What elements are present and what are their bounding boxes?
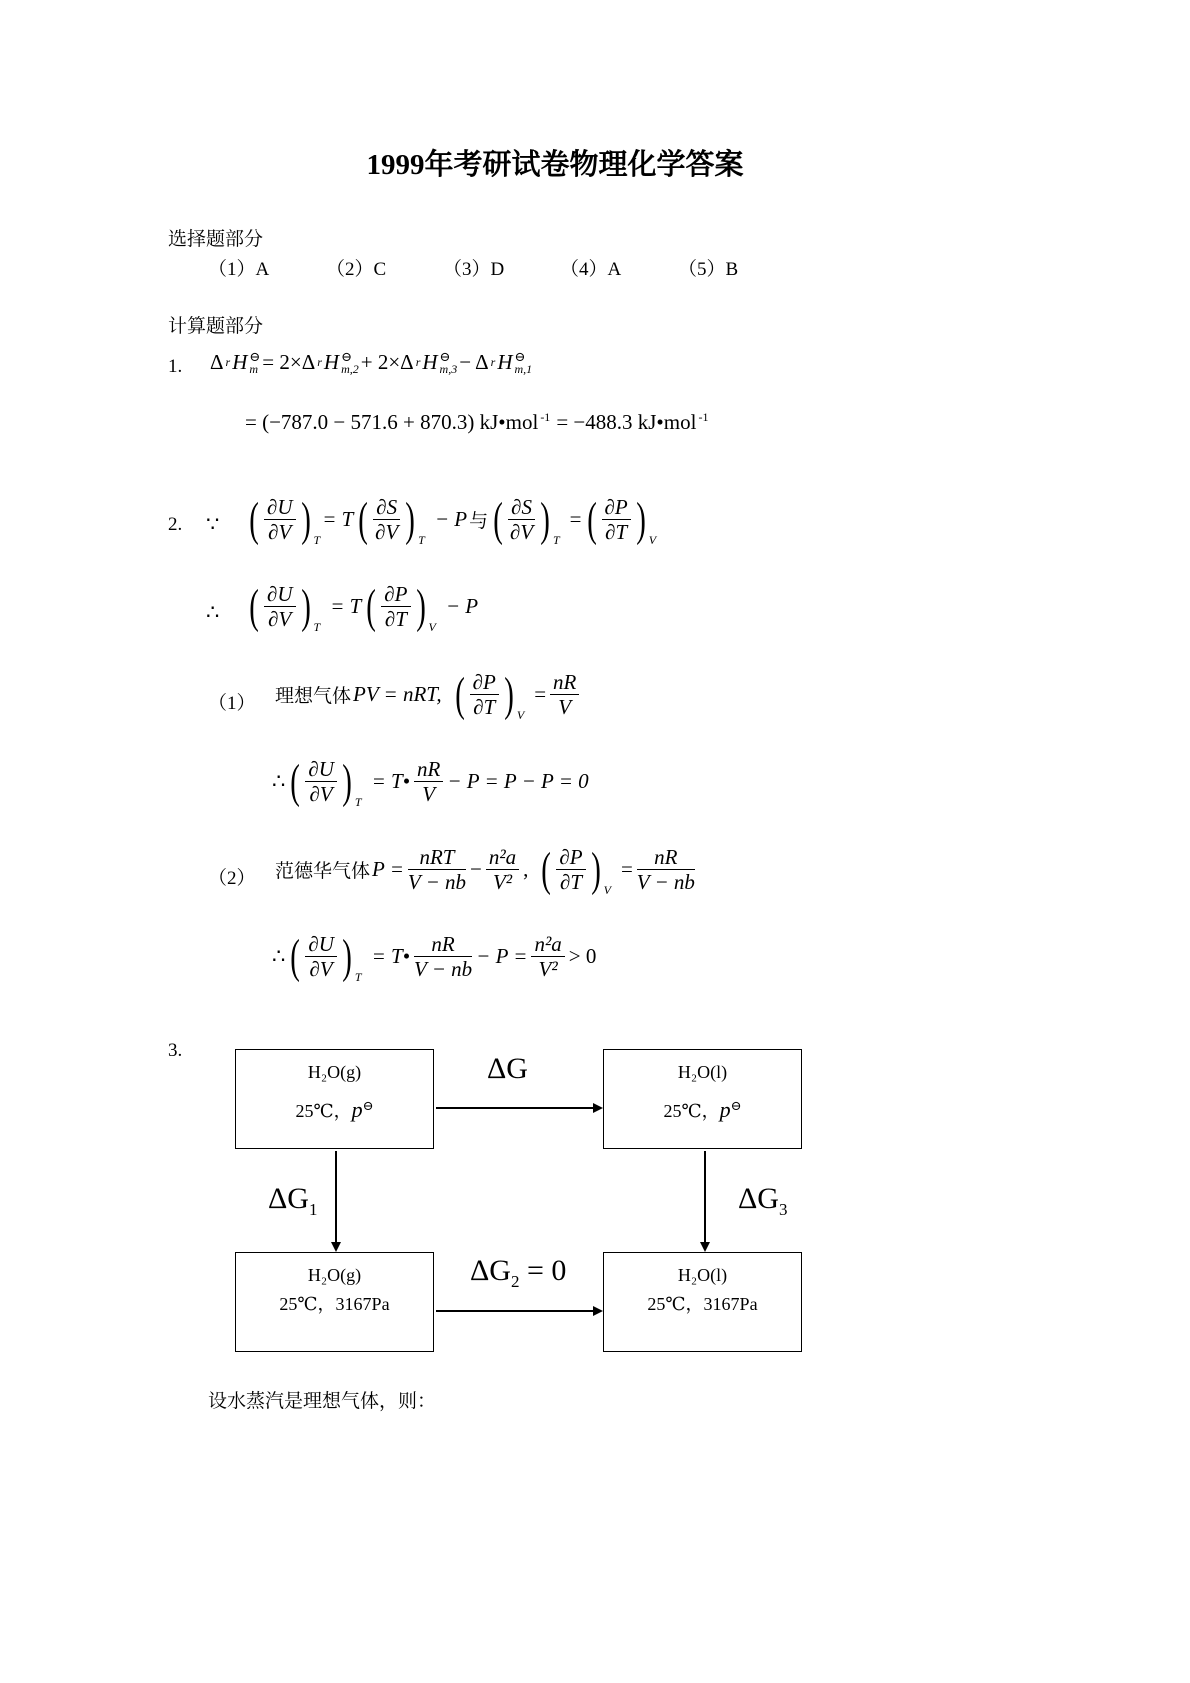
- eq-token: = T•: [371, 769, 411, 794]
- q1-equation-line1: [210, 350, 532, 375]
- standard-state-symbol: ⊖: [439, 349, 451, 364]
- eq-token: 与: [469, 511, 489, 533]
- state-box-gas-3167pa: [235, 1252, 434, 1352]
- part1-label: （1）: [208, 693, 256, 714]
- therefore-symbol: ∴: [272, 769, 286, 794]
- fraction: $\frac{nR}{V}$: [550, 670, 579, 719]
- therefore-symbol: ∴: [206, 600, 220, 624]
- eq-token: > 0: [568, 944, 597, 969]
- fraction: $\frac{\text{nRT}}{V - nb}$: [407, 845, 467, 895]
- fraction: $\frac{\text{n²a}}{\text{V²}}$: [531, 932, 564, 981]
- state-species: H₂O(l): [677, 1265, 728, 1285]
- partial-derivative: ( $\frac{\partial P}{\partial T}$ ) V: [366, 579, 436, 635]
- choice-heading: 选择题部分: [168, 229, 264, 250]
- state-conditions: 25℃，3167Pa: [279, 1294, 390, 1314]
- standard-state-symbol: ⊖: [514, 349, 526, 364]
- arrow-head-icon: [700, 1242, 710, 1252]
- q3-number: 3.: [168, 1040, 183, 1061]
- eq-token: ,: [523, 857, 529, 882]
- delta-g2-label: $\Delta G_2 = 0$: [470, 1254, 567, 1291]
- part2-equation: [275, 842, 697, 898]
- answer-2: （2）C: [326, 259, 387, 280]
- fraction: $\frac{nR}{V}$: [414, 757, 443, 806]
- arrow-top: [436, 1107, 594, 1109]
- eq-token: − P: [445, 594, 479, 619]
- partial-derivative: ( $\frac{\partial U}{\partial V}$ ) T: [249, 579, 321, 635]
- eq-token: r: [415, 355, 421, 369]
- eq-token: = 2×Δ: [262, 350, 316, 374]
- partial-derivative: ( $\frac{\partial U}{\partial V}$ ) T: [290, 929, 362, 985]
- calc-heading: 计算题部分: [168, 316, 264, 337]
- partial-derivative: ( $\frac{\partial U}{\partial V}$ ) T: [290, 754, 362, 810]
- arrow-left: [335, 1151, 337, 1242]
- eq-token: -1: [698, 410, 709, 424]
- state-box-gas-standard: [235, 1049, 434, 1149]
- eq-token: = T•: [371, 944, 411, 969]
- fraction: $\frac{nR}{V - nb}$: [636, 845, 695, 895]
- part2-result: [272, 929, 597, 985]
- state-conditions: 25℃，p⊖: [295, 1097, 374, 1122]
- eq-token: Δ: [210, 350, 224, 374]
- eq-token: m,2: [341, 362, 359, 376]
- state-species: H₂O(g): [307, 1265, 362, 1285]
- part1-equation: [275, 667, 581, 723]
- partial-derivative: ( $\frac{\partial P}{\partial T}$ ) V: [454, 667, 525, 723]
- delta-g1-label: $\Delta G_1$: [268, 1182, 318, 1219]
- eq-token: H: [323, 350, 340, 374]
- eq-token: m,1: [514, 362, 533, 376]
- delta-g-label: ΔG: [487, 1052, 528, 1085]
- eq-token: H: [422, 350, 438, 374]
- standard-state-symbol: ⊖: [249, 349, 261, 364]
- eq-token: − P =: [476, 944, 528, 969]
- eq-token: H: [232, 350, 248, 374]
- eq-token: r: [317, 355, 322, 369]
- q2-equation-line2: [246, 579, 479, 635]
- eq-token: m: [249, 362, 259, 376]
- answer-4: （4）A: [560, 259, 622, 280]
- state-conditions: 25℃，3167Pa: [647, 1294, 758, 1314]
- eq-token: =: [534, 682, 547, 707]
- eq-token: -1: [540, 410, 551, 424]
- partial-derivative: ( $\frac{\partial S}{\partial V}$ ) T: [358, 492, 425, 548]
- arrow-head-icon: [593, 1103, 603, 1113]
- eq-token: PV = nRT,: [353, 682, 442, 707]
- q1-equation-line2: [245, 410, 708, 435]
- eq-token: = T: [322, 507, 354, 532]
- partial-derivative: ( $\frac{\partial P}{\partial T}$ ) V: [541, 842, 611, 898]
- eq-token: m,3: [439, 362, 458, 376]
- state-box-liquid-3167pa: [603, 1252, 802, 1352]
- page-title: 1999年考研试卷物理化学答案: [366, 149, 744, 181]
- eq-token: + 2×Δ: [360, 350, 414, 374]
- fraction: $\frac{nR}{V - nb}$: [414, 932, 473, 982]
- eq-token: 范德华气体: [275, 861, 371, 883]
- eq-token: 理想气体: [275, 686, 352, 708]
- state-species: H₂O(g): [307, 1062, 362, 1082]
- eq-token: −: [470, 857, 482, 882]
- eq-token: r: [225, 355, 231, 369]
- state-box-liquid-standard: [603, 1049, 802, 1149]
- q1-number: 1.: [168, 356, 183, 377]
- eq-token: = −488.3 kJ•mol: [556, 410, 697, 434]
- q3-footer-text: 设水蒸汽是理想气体，则：: [208, 1391, 437, 1412]
- q2-equation-line1: [246, 492, 657, 548]
- partial-derivative: ( $\frac{\partial S}{\partial V}$ ) T: [493, 492, 560, 548]
- eq-token: P =: [372, 857, 404, 882]
- fraction: $\frac{\text{n²a}}{\text{V²}}$: [486, 845, 519, 894]
- eq-token: =: [569, 507, 582, 532]
- partial-derivative: ( $\frac{\partial P}{\partial T}$ ) V: [586, 492, 657, 548]
- standard-state-symbol: ⊖: [341, 349, 352, 364]
- eq-token: − Δ: [459, 350, 489, 374]
- eq-token: = (−787.0 − 571.6 + 870.3) kJ•mol: [245, 410, 539, 434]
- arrow-head-icon: [593, 1306, 603, 1316]
- because-symbol: ∵: [206, 512, 220, 536]
- answer-5: （5）B: [678, 259, 739, 280]
- arrow-right: [704, 1151, 706, 1242]
- therefore-symbol: ∴: [272, 944, 286, 969]
- eq-token: = T: [330, 594, 362, 619]
- partial-derivative: ( $\frac{\partial U}{\partial V}$ ) T: [249, 492, 321, 548]
- eq-token: − P = P − P = 0: [447, 769, 589, 794]
- answer-3: （3）D: [443, 259, 505, 280]
- eq-token: r: [490, 355, 496, 369]
- arrow-bottom: [436, 1310, 594, 1312]
- arrow-head-icon: [331, 1242, 341, 1252]
- answer-1: （1）A: [208, 259, 270, 280]
- delta-g3-label: $\Delta G_3$: [738, 1182, 788, 1219]
- part1-result: [272, 754, 589, 810]
- state-conditions: 25℃，p⊖: [663, 1097, 742, 1122]
- eq-token: H: [497, 350, 513, 374]
- q2-number: 2.: [168, 514, 183, 535]
- part2-label: （2）: [208, 868, 256, 889]
- eq-token: =: [620, 857, 633, 882]
- state-species: H₂O(l): [677, 1062, 728, 1082]
- eq-token: − P: [434, 507, 468, 532]
